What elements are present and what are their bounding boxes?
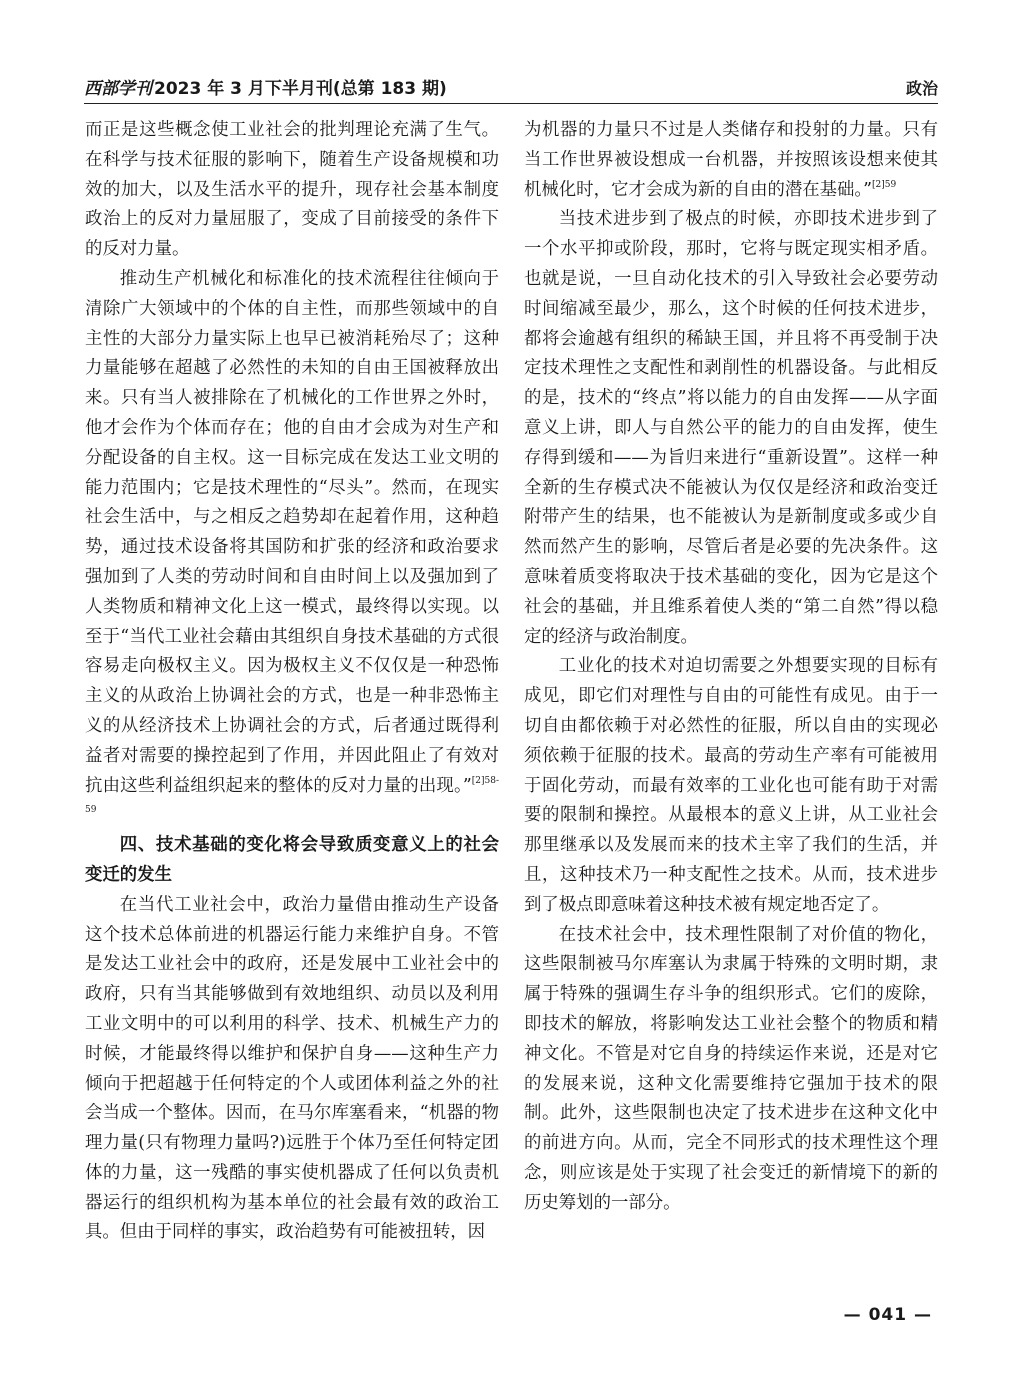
paragraph-with-citation [524, 116, 938, 205]
paragraph-with-citation [85, 265, 499, 831]
header-journal-info [84, 74, 447, 99]
paragraph: 在技术社会中，技术理性限制了对价值的物化，这些限制被马尔库塞认为隶属于特殊的文明时期，隶属于特殊的强调生存斗争的组织形式。它们的废除，即技术的解放，将影响发达工业社会整个的物质和精神文化。不管是对它自身的持续运作来说，还是对它的发展来说，这种文化需要维持它强加于技术的限制。此外，这些限制也决定了技术进步在这种文化中的前进方向。从而，完全不同形式的技术理性这个理念，则应该是处于实现了社会变迁的新情境下的新的历史筹划的一部分。 [524, 924, 938, 1213]
paragraph: 而正是这些概念使工业社会的批判理论充满了生气。在科学与技术征服的影响下，随着生产设备规模和功效的加大，以及生活水平的提升，现存社会基本制度政治上的反对力量屈服了，变成了目前接受的条件下的反对力量。 [85, 120, 499, 260]
right-column [524, 116, 938, 1218]
running-header [84, 73, 938, 104]
citation-ref: [2]59 [872, 179, 897, 190]
left-column [85, 116, 499, 1248]
paragraph: 当技术进步到了极点的时候，亦即技术进步到了一个水平抑或阶段，那时，它将与既定现实相矛盾。也就是说，一旦自动化技术的引入导致社会必要劳动时间缩减至最少，那么，这个时候的任何技术进步，都将会逾越有组织的稀缺王国，并且将不再受制于决定技术理性之支配性和剥削性的机器设备。与此相反的是，技术的“终点”将以能力的自由发挥——从字面意义上讲，即人与自然公平的能力的自由发挥，使生存得到缓和——为旨归来进行“重新设置”。这样一种全新的生存模式决不能被认为仅仅是经济和政治变迁附带产生的结果，也不能被认为是新制度或多或少自然而然产生的影响，尽管后者是必要的先决条件。这意味着质变将取决于技术基础的变化，因为它是这个社会的基础，并且维系着使人类的“第二自然”得以稳定的经济与政治制度。 [524, 209, 938, 647]
issue-info: 2023 年 3 月下半月刊(总第 183 期) [154, 79, 447, 99]
paragraph-text: 推动生产机械化和标准化的技术流程往往倾向于清除广大领域中的个体的自主性，而那些领域中的自主性的大部分力量实际上也早已被消耗殆尽了；这种力量能够在超越了必然性的未知的自由王国被释放出来。只有当人被排除在了机械化的工作世界之外时，他才会作为个体而存在；他的自由才会成为对生产和分配设备的自主权。这一目标完成在发达工业文明的能力范围内；它是技术理性的“尽头”。然而，在现实社会生活中，与之相反之趋势却在起着作用，这种趋势，通过技术设备将其国防和扩张的经济和政治要求强加到了人类的劳动时间和自由时间上以及强加到了人类物质和精神文化上这一模式，最终得以实现。以至于“当代工业社会藉由其组织自身技术基础的方式很容易走向极权主义。因为极权主义不仅仅是一种恐怖主义的从政治上协调社会的方式，也是一种非恐怖主义的从经济技术上协调社会的方式，后者通过既得利益者对需要的操控起到了作用，并因此阻止了有效对抗由这些利益组织起来的整体的反对力量的出现。” [85, 268, 499, 796]
paragraph-text: 为机器的力量只不过是人类储存和投射的力量。只有当工作世界被设想成一台机器，并按照该设想来使其机械化时，它才会成为新的自由的潜在基础。” [524, 120, 938, 200]
section-heading: 四、技术基础的变化将会导致质变意义上的社会变迁的发生 [85, 835, 499, 885]
journal-logo: 西部学刊 [84, 79, 152, 99]
paragraph: 在当代工业社会中，政治力量借由推动生产设备这个技术总体前进的机器运行能力来维护自身。不管是发达工业社会中的政府，还是发展中工业社会中的政府，只有当其能够做到有效地组织、动员以及利用工业文明中的可以利用的科学、技术、机械生产力的时候，才能最终得以维护和保护自身——这种生产力倾向于把超越于任何特定的个人或团体利益之外的社会当成一个整体。因而，在马尔库塞看来，“机器的物理力量(只有物理力量吗?)远胜于个体乃至任何特定团体的力量，这一残酷的事实使机器成了任何以负责机器运行的组织机构为基本单位的社会最有效的政治工具。但由于同样的事实，政治趋势有可能被扭转，因 [85, 894, 499, 1243]
citation-ref: [2]58-59 [85, 775, 499, 816]
section-label: 政治 [905, 79, 938, 98]
page-number: — 041 — [843, 1305, 932, 1325]
paragraph: 工业化的技术对迫切需要之外想要实现的目标有成见，即它们对理性与自由的可能性有成见。由于一切自由都依赖于对必然性的征服，所以自由的实现必须依赖于征服的技术。最高的劳动生产率有可能被用于固化劳动，而最有效率的工业化也可能有助于对需要的限制和操控。从最根本的意义上讲，从工业社会那里继承以及发展而来的技术主宰了我们的生活，并且，这种技术乃一种支配性之技术。从而，技术进步到了极点即意味着这种技术被有规定地否定了。 [524, 656, 938, 915]
